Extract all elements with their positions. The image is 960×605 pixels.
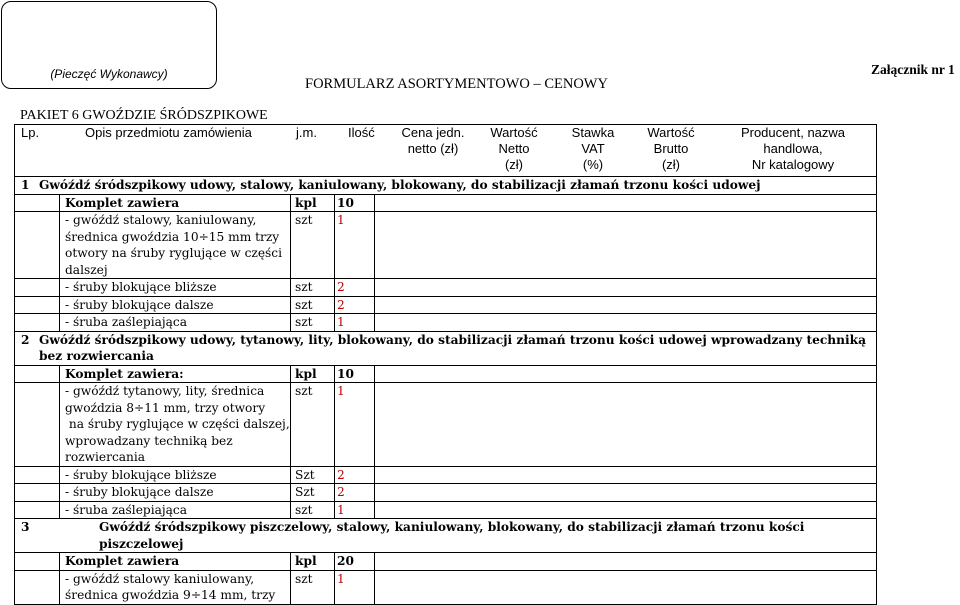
section-title: Gwóźdź śródszpikowy udowy, tytanowy, lity, blokowany, do stabilizacji złamań trzonu kości udowej wprowadzany techniką bez rozwiercania bbox=[39, 332, 867, 363]
section-row bbox=[14, 331, 877, 365]
section-number: 3 bbox=[21, 520, 30, 534]
kit-unit: kpl bbox=[290, 553, 334, 570]
section-number: 2 bbox=[21, 332, 30, 347]
item-qty: 1 bbox=[334, 383, 374, 466]
kit-unit: kpl bbox=[290, 366, 334, 383]
stamp-label: (Pieczęć Wykonawcy) bbox=[50, 67, 168, 81]
item-row bbox=[14, 483, 877, 501]
item-qty: 1 bbox=[334, 314, 374, 331]
kit-label: Komplet zawiera bbox=[59, 553, 290, 570]
section-number: 1 bbox=[21, 178, 30, 192]
item-unit: szt bbox=[290, 279, 334, 296]
header-opis: Opis przedmiotu zamówienia bbox=[85, 125, 252, 140]
kit-label: Komplet zawiera bbox=[59, 195, 290, 212]
header-stawka-vat: Stawka VAT (%) bbox=[571, 125, 615, 172]
kit-qty: 10 bbox=[334, 195, 374, 212]
kit-qty: 10 bbox=[334, 366, 374, 383]
item-qty: 2 bbox=[334, 297, 374, 314]
kit-unit: kpl bbox=[290, 195, 334, 212]
header-ilosc: Ilość bbox=[348, 125, 375, 140]
item-row bbox=[14, 313, 877, 331]
item-row bbox=[14, 466, 877, 484]
item-row bbox=[14, 211, 877, 278]
item-description: - gwóźdź stalowy kaniulowany, średnica gwoździa 9÷14 mm, trzy bbox=[59, 571, 290, 604]
item-qty: 1 bbox=[334, 571, 374, 604]
form-title: FORMULARZ ASORTYMENTOWO – CENOWY bbox=[305, 76, 608, 92]
item-unit: szt bbox=[290, 314, 334, 331]
section-title: Gwóźdź śródszpikowy piszczelowy, stalowy, kaniulowany, blokowany, do stabilizacji złamań trzonu kości piszczelowej bbox=[99, 520, 805, 551]
header-wartosc-brutto: Wartość Brutto (zł) bbox=[647, 125, 695, 172]
item-description: - śruby blokujące dalsze bbox=[59, 297, 290, 314]
kit-row bbox=[14, 365, 877, 383]
price-form-table bbox=[14, 124, 877, 605]
header-lp: Lp. bbox=[21, 125, 40, 140]
item-row bbox=[14, 570, 877, 605]
kit-row bbox=[14, 552, 877, 570]
item-row bbox=[14, 501, 877, 519]
item-unit: szt bbox=[290, 212, 334, 278]
item-description: - śruba zaślepiająca bbox=[59, 314, 290, 331]
header-producent: Producent, nazwa handlowa, Nr katalogowy bbox=[740, 125, 846, 172]
kit-label: Komplet zawiera: bbox=[59, 366, 290, 383]
stamp-box bbox=[1, 1, 217, 89]
header-cena: Cena jedn. netto (zł) bbox=[401, 125, 465, 156]
item-row bbox=[14, 278, 877, 296]
item-row bbox=[14, 296, 877, 314]
item-unit: Szt bbox=[290, 484, 334, 501]
section-row bbox=[14, 518, 877, 552]
item-qty: 1 bbox=[334, 502, 374, 519]
item-description: - śruby blokujące bliższe bbox=[59, 279, 290, 296]
item-description: - śruby blokujące dalsze bbox=[59, 484, 290, 501]
kit-qty: 20 bbox=[334, 553, 374, 570]
item-unit: szt bbox=[290, 297, 334, 314]
header-jm: j.m. bbox=[296, 125, 317, 140]
item-unit: szt bbox=[290, 571, 334, 604]
item-unit: szt bbox=[290, 383, 334, 466]
item-qty: 2 bbox=[334, 279, 374, 296]
item-unit: szt bbox=[290, 502, 334, 519]
item-description: - gwóźdź stalowy, kaniulowany, średnica gwoździa 10÷15 mm trzy otwory na śruby ryglujące w części dalszej bbox=[59, 212, 290, 278]
section-title: Gwóźdź śródszpikowy udowy, stalowy, kaniulowany, blokowany, do stabilizacji złamań trzonu kości udowej bbox=[39, 178, 761, 192]
item-description: - śruby blokujące bliższe bbox=[59, 467, 290, 484]
item-description: - gwóźdź tytanowy, lity, średnica gwoździa 8÷11 mm, trzy otwory na śruby ryglujące w części dalszej, wprowadzany techniką bez rozwiercania bbox=[59, 383, 290, 466]
table-header bbox=[14, 124, 877, 176]
item-qty: 2 bbox=[334, 484, 374, 501]
item-qty: 1 bbox=[334, 212, 374, 278]
item-qty: 2 bbox=[334, 467, 374, 484]
item-unit: Szt bbox=[290, 467, 334, 484]
item-row bbox=[14, 382, 877, 466]
header-wartosc-netto: Wartość Netto (zł) bbox=[490, 125, 538, 172]
section-row bbox=[14, 176, 877, 194]
package-title: PAKIET 6 GWOŹDZIE ŚRÓDSZPIKOWE bbox=[20, 108, 268, 123]
item-description: - śruba zaślepiająca bbox=[59, 502, 290, 519]
kit-row bbox=[14, 194, 877, 212]
attachment-label: Załącznik nr 1 bbox=[871, 62, 955, 77]
